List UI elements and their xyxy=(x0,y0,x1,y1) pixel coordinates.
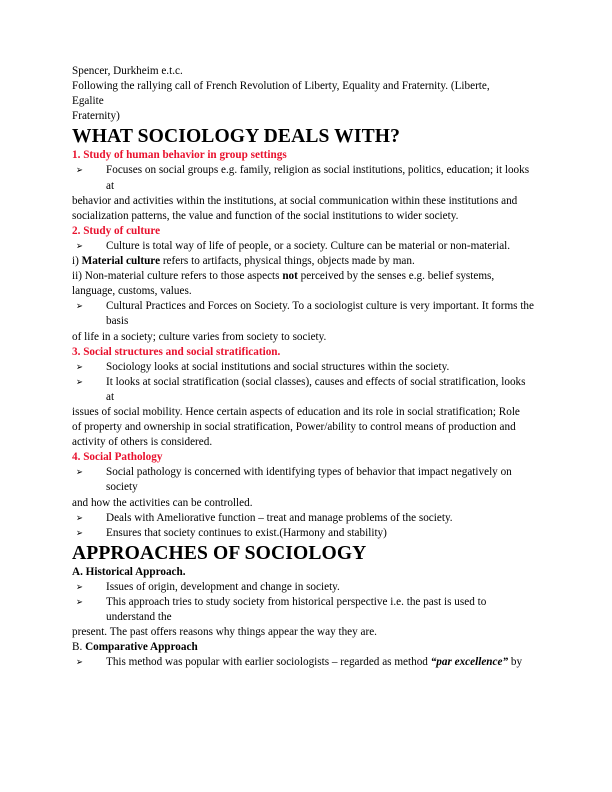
definition-material-culture xyxy=(72,254,536,269)
list-item xyxy=(72,580,536,595)
arrow-bullet-icon: ➢ xyxy=(76,165,83,177)
list-item-text: Deals with Ameliorative function – treat and manage problems of the society. xyxy=(106,511,453,524)
arrow-bullet-icon: ➢ xyxy=(76,376,83,388)
heading-index: B. xyxy=(72,641,86,654)
emphasis-par-excellence: “par excellence” xyxy=(430,656,509,669)
definition-non-material-culture xyxy=(72,269,536,284)
heading-comparative-approach xyxy=(72,640,536,655)
list-item xyxy=(72,655,536,670)
list-item-text: Sociology looks at social institutions and social structures within the society. xyxy=(106,360,450,373)
intro-line-4: Fraternity) xyxy=(72,110,120,123)
definition-index: i) xyxy=(72,255,82,268)
definition-text: ii) Non-material culture refers to those aspects xyxy=(72,270,283,283)
paragraph-continuation: language, customs, values. xyxy=(72,285,192,298)
paragraph-continuation: and how the activities can be controlled. xyxy=(72,496,253,509)
list-item-text: Culture is total way of life of people, or a society. Culture can be material or non-material. xyxy=(106,239,511,252)
paragraph-continuation: of property and ownership in social stratification, Power/ability to control means of production and xyxy=(72,421,516,434)
definition-text: refers to artifacts, physical things, objects made by man. xyxy=(160,255,415,268)
list-item xyxy=(72,511,536,526)
definition-text: perceived by the senses e.g. belief systems, xyxy=(297,270,495,283)
document-body xyxy=(72,64,536,670)
paragraph-continuation: behavior and activities within the institutions, at social communication within these institutions and xyxy=(72,194,518,207)
emphasis-not: not xyxy=(282,270,298,283)
list-item-text xyxy=(106,656,522,668)
heading-approaches-of-sociology: APPROACHES OF SOCIOLOGY xyxy=(72,542,367,564)
list-item-text: Ensures that society continues to exist.(Harmony and stability) xyxy=(106,526,387,539)
list-item-text: It looks at social stratification (social classes), causes and effects of social stratification, looks at xyxy=(106,375,529,403)
list-item xyxy=(72,595,536,625)
list-item xyxy=(72,526,536,541)
heading-historical-approach: A. Historical Approach. xyxy=(72,565,186,578)
heading-label: Comparative Approach xyxy=(85,641,198,654)
arrow-bullet-icon: ➢ xyxy=(76,301,83,313)
list-item xyxy=(72,239,536,254)
paragraph-continuation: issues of social mobility. Hence certain aspects of education and its role in social stratification; Role xyxy=(72,405,520,418)
list-item xyxy=(72,375,536,405)
arrow-bullet-icon: ➢ xyxy=(76,240,83,252)
paragraph-continuation: activity of others is considered. xyxy=(72,436,213,449)
intro-line-1: Spencer, Durkheim e.t.c. xyxy=(72,65,183,77)
list-item xyxy=(72,360,536,375)
heading-study-of-culture: 2. Study of culture xyxy=(72,224,161,237)
list-item-text-post: by xyxy=(508,656,523,669)
arrow-bullet-icon: ➢ xyxy=(76,467,83,479)
intro-line-2: Following the rallying call of French Revolution of Liberty, Equality and Fraternity. (Liberte, xyxy=(72,80,490,93)
arrow-bullet-icon: ➢ xyxy=(76,527,83,539)
arrow-bullet-icon: ➢ xyxy=(76,512,83,524)
list-item xyxy=(72,299,536,329)
arrow-bullet-icon: ➢ xyxy=(76,657,83,669)
heading-study-of-human-behavior: 1. Study of human behavior in group settings xyxy=(72,149,287,162)
paragraph-continuation: socialization patterns, the value and function of the social institutions to wider society. xyxy=(72,209,459,222)
arrow-bullet-icon: ➢ xyxy=(76,581,83,593)
list-item xyxy=(72,163,536,193)
arrow-bullet-icon: ➢ xyxy=(76,597,83,608)
list-item-text: This approach tries to study society from historical perspective i.e. the past is used to understand the xyxy=(106,596,490,624)
arrow-bullet-icon: ➢ xyxy=(76,361,83,373)
heading-social-pathology: 4. Social Pathology xyxy=(72,451,163,464)
paragraph-continuation: present. The past offers reasons why things appear the way they are. xyxy=(72,626,377,639)
list-item xyxy=(72,465,536,495)
heading-social-structures-stratification: 3. Social structures and social stratification. xyxy=(72,345,281,358)
list-item-text: Social pathology is concerned with identifying types of behavior that impact negatively on society xyxy=(106,466,515,494)
list-item-text-pre: This method was popular with earlier sociologists – regarded as method xyxy=(106,656,431,669)
paragraph-continuation: of life in a society; culture varies from society to society. xyxy=(72,330,327,343)
intro-line-3: Egalite xyxy=(72,95,104,108)
heading-what-sociology-deals-with: WHAT SOCIOLOGY DEALS WITH? xyxy=(72,126,400,148)
list-item-text: Focuses on social groups e.g. family, religion as social institutions, politics, education; it looks at xyxy=(106,164,532,192)
definition-term: Material culture xyxy=(81,255,161,268)
list-item-text: Issues of origin, development and change in society. xyxy=(106,580,340,593)
list-item-text: Cultural Practices and Forces on Society. To a sociologist culture is very important. It forms the basis xyxy=(106,300,537,328)
